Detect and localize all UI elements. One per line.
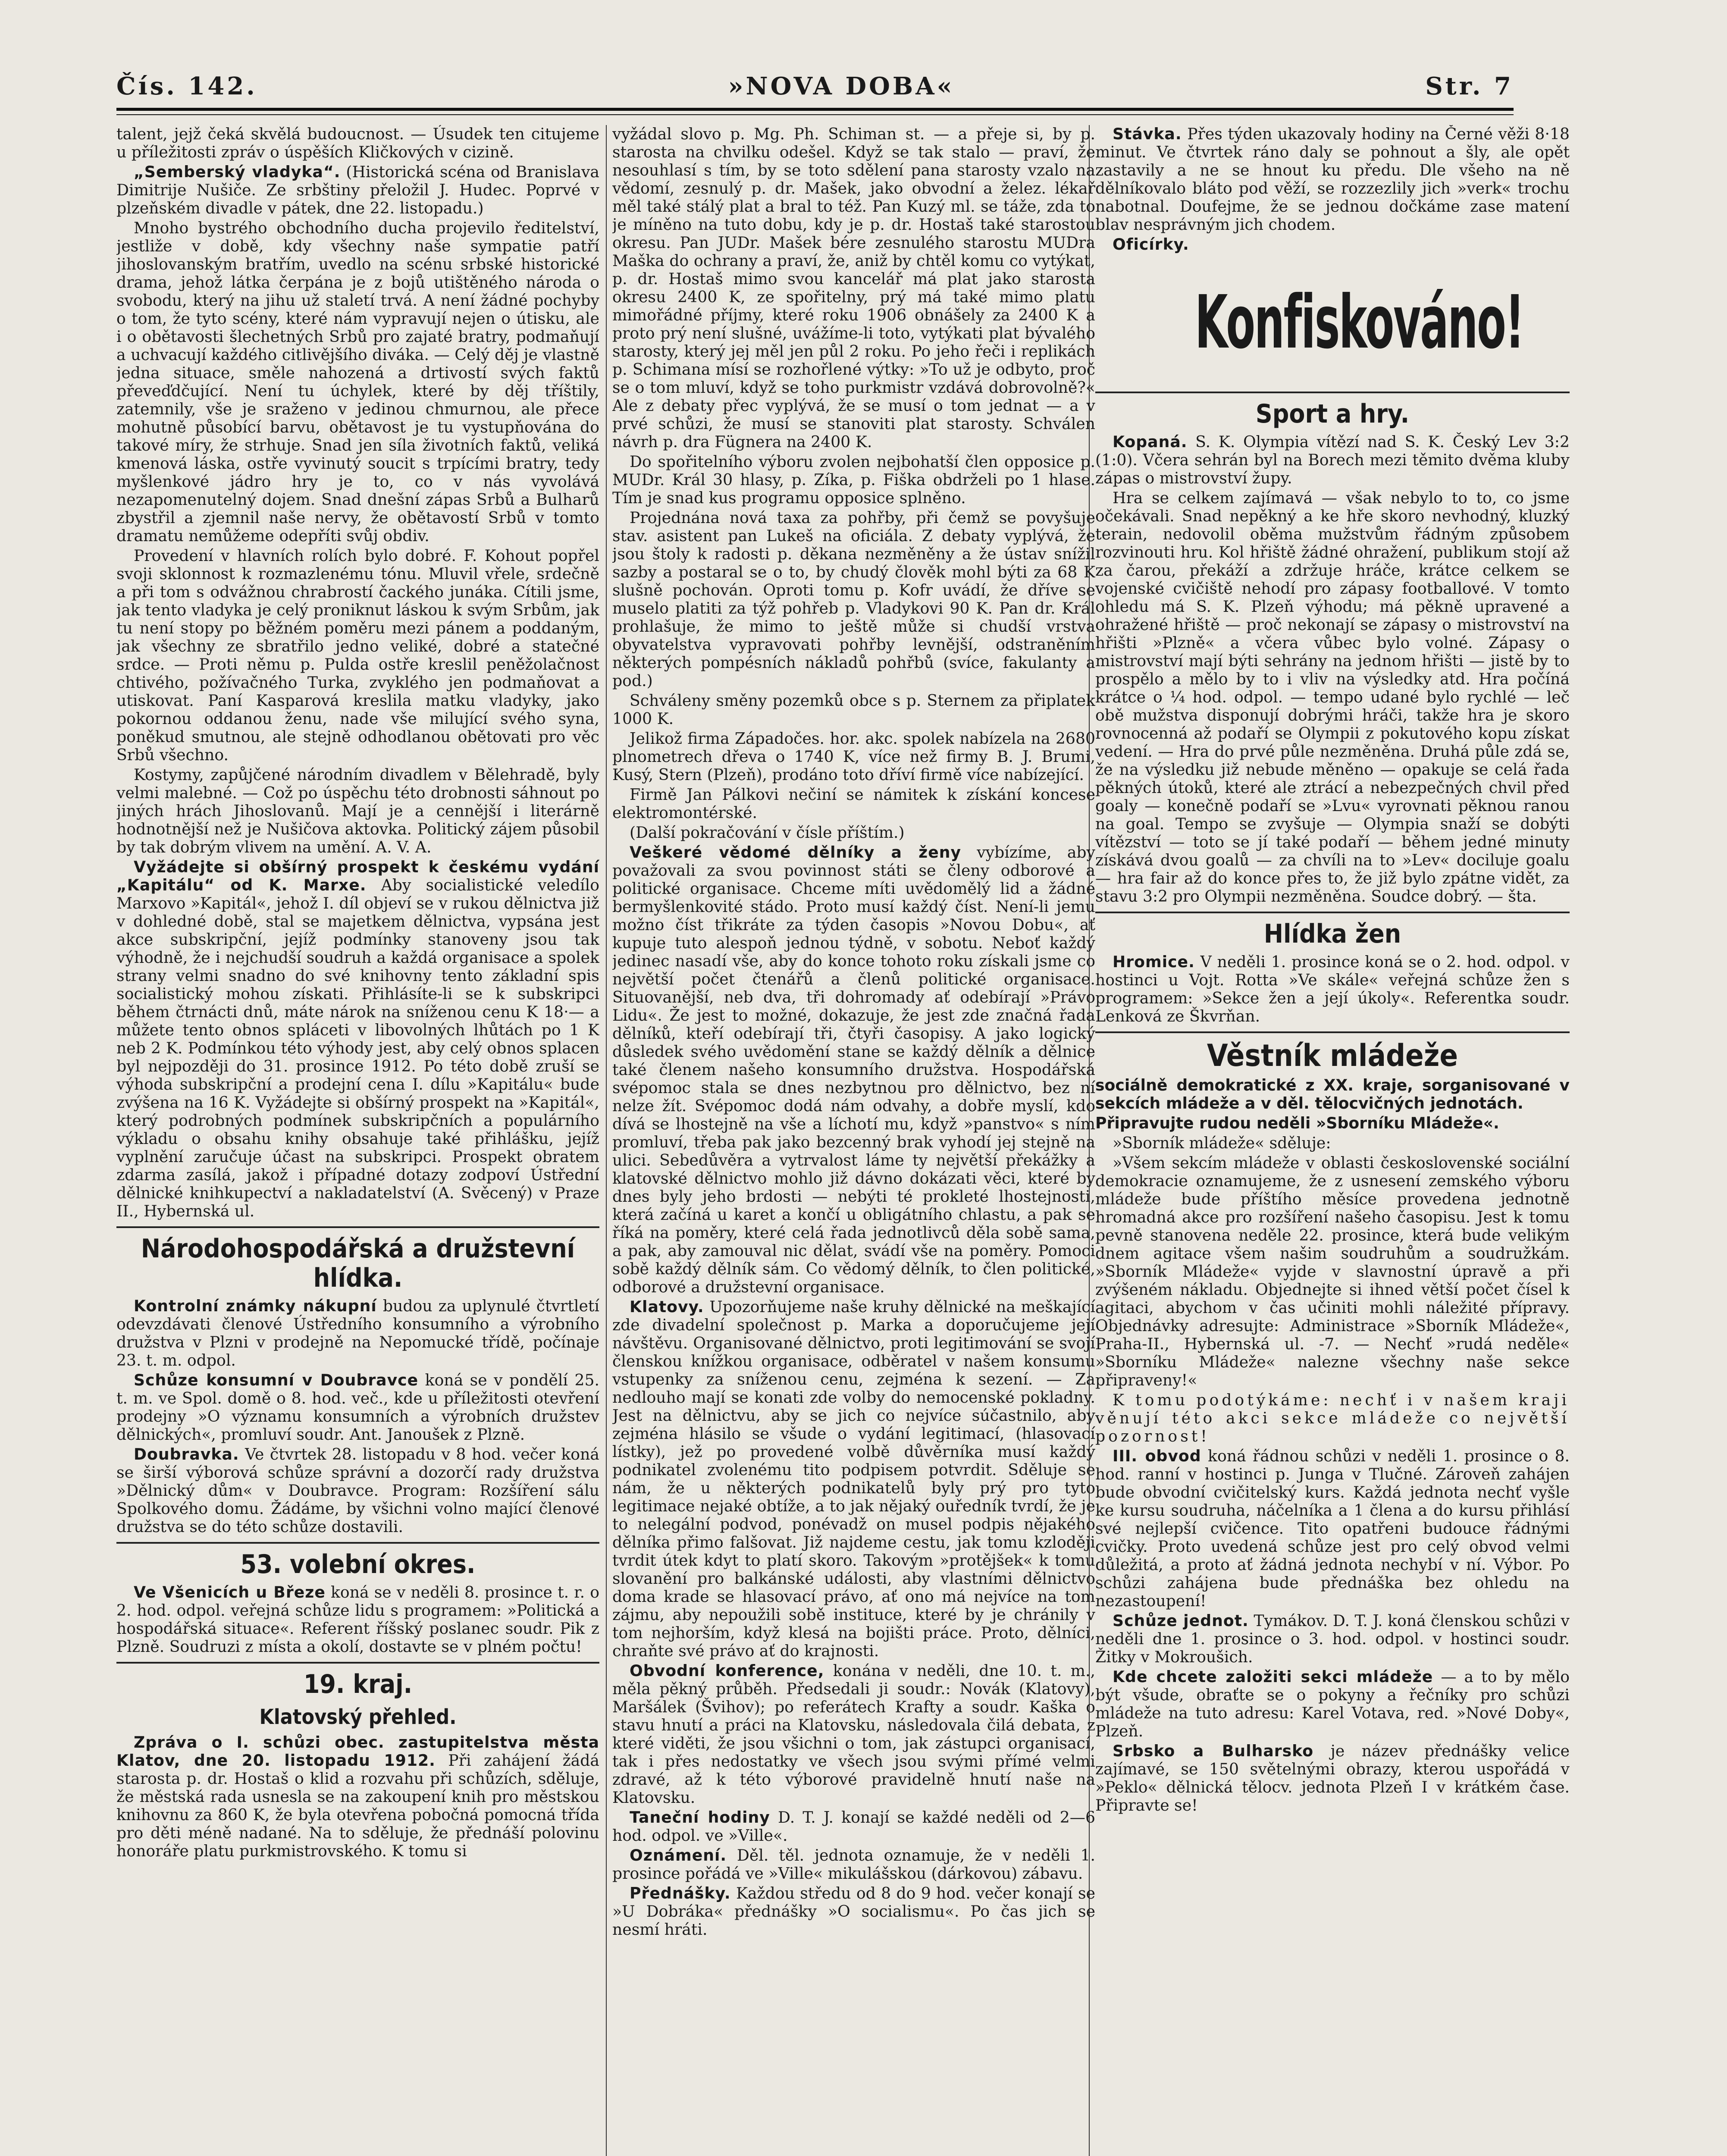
article-text: koná se v neděli 8. prosince t. r. o 2. hod. odpol. veřejná schůze lidu s programem: »Politická a hospodářská situace«. Referent říšský poslanec soudr. Pik z Plzně. Soudruzi z místa a okolí, dostavte se v plném počtu! bbox=[116, 1583, 599, 1656]
column-right bbox=[1095, 125, 1570, 2156]
article-paragraph bbox=[116, 1445, 599, 1536]
masthead-rule bbox=[116, 108, 1514, 115]
article-text: D. T. J. konají se každé neděli od 2—6 hod. odpol. ve »Ville«. bbox=[612, 1808, 1095, 1845]
section-rule bbox=[1095, 392, 1570, 393]
page-number: Str. 7 bbox=[1425, 72, 1514, 100]
article-text: Při zahájení žádá starosta p. dr. Hostaš o klid a rozvahu při schůzích, sděluje, že městská rada usnesla se na zakoupení knih pro městskou knihovnu za 860 K, že byla otevřena pobočná pomocná třída pro děti méně nadané. Na to sděluje, že přednáší polovinu honoráře platu purkmistrovského. K tomu si bbox=[116, 1751, 599, 1860]
article-text: Každou středu od 8 do 9 hod. večer konají se »U Dobráka« přednášky »O socialismu«. Po čas jich se nesmí hráti. bbox=[612, 1884, 1095, 1939]
article-paragraph: Do spořitelního výboru zvolen nejbohatší člen opposice p. MUDr. Král 30 hlasy, p. Zíka, p. Fiška obdrželi po 1 hlase. Tím je snad kus programu opposice splněno. bbox=[612, 452, 1095, 507]
article-lead: Doubravka. bbox=[134, 1445, 239, 1463]
article-paragraph: »Sborník mládeže« sděluje: bbox=[1113, 1134, 1331, 1152]
article-lead: Schůze jednot. bbox=[1113, 1611, 1249, 1630]
article-lead: Přednášky. bbox=[630, 1884, 731, 1902]
confiscated-notice: Konfiskováno! bbox=[1195, 280, 1524, 365]
article-paragraph: Mnoho bystrého obchodního ducha projevilo ředitelství, jestliže v době, kdy všechny naše sympatie patří jihoslovanským bratřím, uvedlo na scénu srbské historické drama, jehož látka čerpána je z bojů utištěného národa o svobodu, který na jihu už staletí trvá. A není žádné pochyby o tom, že tyto scény, které nám vypravují nejen o útisku, ale i o obětavosti šlechetných Srbů pro zajaté bratry, podmaňují a uchvacují každého citlivějšího diváka. — Celý děj je vlastně jedna situace, směle nahozená a drtivostí svých faktů převeďdčující. Není tu úchylek, které by děj tříštily, zatemnily, vše je sraženo v jedinou chmurnou, ale přece mohutně působící barvu, obětavost je tu vystupňována do takové míry, že strhuje. Snad jen síla životních faktů, veliká kmenová láska, ostře vyvinutý soucit s trpícími bratry, tedy myšlenkové jádro hry je to, co v nás vyvolává nezapomenutelný dojem. Snad dnešní zápas Srbů a Bulharů zbystřil a zjemnil naše nervy, že obětavostí Srbů v tomto dramatu nemůžeme odepříti svůj obdiv. bbox=[116, 219, 599, 545]
article-text: Upozorňujeme naše kruhy dělnické na meškající zde divadelní společnost p. Marka a doporučujeme její návštěvu. Organisované dělnictvo, proti legitimování se svojí členskou knížkou organisace, odběratel v našem konsumu vstupenky za sníženou cenu, zejména k sezení. — Za nedlouho mají se konati zde volby do nemocenské pokladny. Jest na dělnictvu, aby se jich co nejvíce súčastnilo, aby zejména hlásilo se všude o vydání legitimací, (hlasovací lístky), jež po provedené volbě důvěrníka musí každý podnikatel zvolenému tito podpisem potvrdit. Sděluje se nám, že u některých podnikatelů byly prý pro tyto legitimace nejaké obtíže, a to jak nějaký ouředník tvrdí, že je to nelegální podvod, ponévadž on musel podpis nějakého dělníka přimo falšovat. Již najdeme cestu, jak tomu kzloději tvrdit útek kdyt to platí skoro. Takovým »protějšek« k tomu slovanění pro balkánské události, aby vlastními dělnictvo doma krade se hlasovací právo, ať ono má nejvíce na tom zájmu, aby nepoužili sobě instituce, které by je chránily v tom nejhorším, když klesá na bojišti práce. Proto, dělníci, chraňte své právo ať do krajnosti. bbox=[612, 1297, 1095, 1660]
newspaper-title: »NOVA DOBA« bbox=[728, 72, 955, 100]
section-callout: Připravujte rudou neděli »Sborníku Mládeže«. bbox=[1095, 1114, 1499, 1132]
article-lead: Stávka. bbox=[1113, 125, 1182, 143]
section-rule bbox=[116, 1226, 599, 1228]
section-heading: Věstník mládeže bbox=[1207, 1038, 1458, 1073]
article-lead: Oznámení. bbox=[630, 1846, 727, 1865]
article-text: Aby socialistické veledílo Marxovo »Kapitál«, jehož I. díl objeví se v rukou dělnictva již v dohledné době, stal se majetkem dělnictva, vypsána jest akce subskripční, jejíž podmínky stanoveny jsou tak výhodně, že i nejchudší soudruh a každá organisace a spolek strany velmi snadno do své knihovny tento základní spis socialistický mohou získati. Přihlásíte-li se k subskripci během čtrnácti dnů, máte nárok na sníženou cenu K 18·— a můžete tento obnos spláceti v libovolných lhůtách po 1 K neb 2 K. Podmínkou této výhody jest, aby celý obnos splacen byl nejpozději do 31. prosince 1912. Po této době zruší se výhoda subskripční a prodejní cena I. dílu »Kapitálu« bude zvýšena na 16 K. Vyžádejte si obšírný prospekt na »Kapitál«, který podrobných podmínek subskripčních a populárního výkladu o obsahu knihy obsahuje také přihlášku, jejíž vyplnění zaručuje účast na subskripci. Prospekt obratem zdarma zasílá, jakož i případné dotazy zodpoví Ústřední dělnické knihkupectví a nakladatelství (A. Svěcený) v Praze II., Hybernská ul. bbox=[116, 876, 599, 1220]
article-paragraph: Schváleny směny pozemků obce s p. Sternem za připlatek 1000 K. bbox=[612, 691, 1095, 728]
article-paragraph: talent, jejž čeká skvělá budoucnost. — Úsudek ten citujeme u příležitosti zpráv o úspěších Kličkových v cizině. bbox=[116, 125, 599, 161]
article-paragraph bbox=[1095, 125, 1570, 234]
article-paragraph bbox=[612, 1298, 1095, 1660]
article-paragraph bbox=[612, 843, 1095, 1296]
article-paragraph bbox=[1095, 433, 1570, 487]
article-paragraph bbox=[1095, 235, 1570, 254]
article-text: vybízíme, aby považovali za svou povinnost státi se členy odborové a politické organisace. Chceme míti uvědomělý lid a žádné bermyšlenkovité stádo. Proto musí každý číst. Není-li jemu možno číst třikráte za týden časopis »Novou Dobu«, ať kupuje tuto alespoň jednou týdně, v sobotu. Neboť každý jedinec nasadí vše, aby do konce tohoto roku získali jsme co největší počet čtenářů a členů politické organisace. Situovanější, neb dva, tři dohromady ať odebírají »Právo Lidu«. Že jest to možné, dokazuje, že jest zde značná řada dělníků, kteří odebírají tři, čtyři časopisy. A jako logický důsledek svého uvědomění stane se každý dělník a dělnice také členem našeho konsumního družstva. Hospodářská svépomoc stala se dnes nezbytnou pro dělnictvo, bez ní nelze žít. Svépomoc dodá nám odvahy, a dobře myslí, kdo dívá se lhostejně na vše a líchotí mu, když »panstvo« s ním promluví, třeba pak jako bezcenný brak vyhodí jej stejně na ulici. Sebedůvěra a vytrvalost láme ty největší překážky a klatovské dělnictvo mohlo již dávno dokázati věci, které by dnes byly jeho brdosti — nebýti té prokleté lhostejnosti, která začíná u karet a končí u obligátního chlastu, a pak se říká na poměry, které celá řada jednotlivců děla sobě sama, a pak, aby zamouval nic dělat, svádí vše na poměry. Pomoci sobě každý dělník sám. Co vědomý dělník, to člen politické, odborové a družstevní organisace. bbox=[612, 843, 1095, 1296]
section-subtitle: sociálně demokratické z XX. kraje, sorganisované v sekcích mládeže a v děl. tělocvičných jednotách. bbox=[1095, 1076, 1570, 1112]
article-text: koná se v pondělí 25. t. m. ve Spol. domě o 8. hod. več., kde u příležitosti otevření prodejny »O významu konsumních a výrobních družstev dělnických«, promluví soudr. Ant. Janoušek z Plzně. bbox=[116, 1371, 599, 1444]
article-lead: Kopaná. bbox=[1113, 432, 1188, 451]
article-paragraph bbox=[612, 1884, 1095, 1939]
article-lead: Kontrolní známky nákupní bbox=[134, 1297, 377, 1315]
article-text: S. K. Olympia vítězí nad S. K. Český Lev 3:2 (1:0). Včera sehrán byl na Borech mezi těmito dvěma kluby zápas o mistrovství župy. bbox=[1095, 432, 1570, 487]
article-paragraph bbox=[116, 858, 599, 1220]
article-text: je název přednášky velice zajímavé, se 150 světelnými obrazy, kterou uspořádá v »Peklo« dělnická tělocv. jednota Plzeň I v krátkém čase. Připravte se! bbox=[1095, 1742, 1570, 1814]
article-lead: Klatovy. bbox=[630, 1297, 704, 1316]
article-paragraph bbox=[612, 1846, 1095, 1883]
section-heading: 19. kraj. bbox=[303, 1669, 413, 1699]
section-rule bbox=[1095, 1031, 1570, 1033]
column-left bbox=[116, 125, 599, 2156]
article-lead: Hromice. bbox=[1113, 953, 1195, 971]
article-lead: Veškeré vědomé dělníky a ženy bbox=[630, 843, 962, 862]
article-paragraph bbox=[116, 1297, 599, 1369]
article-text: Kostymy, zapůjčené národním divadlem v Bělehradě, byly velmi malebné. — Což po úspěchu této drobnosti sáhnout po jiných hrách Jihoslovanů. Mají je a cennější i literárně hodnotnější než je Nušičova aktovka. Politický zájem působil by tak dobrým vlivem na umění. bbox=[116, 765, 599, 856]
article-lead: „Semberský vladyka“. bbox=[134, 163, 341, 181]
section-heading: 53. volební okres. bbox=[240, 1549, 476, 1579]
article-paragraph bbox=[116, 1733, 599, 1860]
section-rule bbox=[1095, 912, 1570, 913]
article-paragraph: Jelikož firma Západočes. hor. akc. spolek nabízela na 2680 plnometrech dřeva o 1740 K, více než firmy B. J. Brumi, Kusý, Stern (Plzeň), prodáno toto dříví firmě více nabízející. bbox=[612, 729, 1095, 784]
article-paragraph bbox=[116, 1371, 599, 1444]
article-text: budou za uplynulé čtvrtletí odevzdávati členové Ústředního konsumního a výrobního družstva v Plzni v prodejně na Nepomucké třídě, počínaje 23. t. m. odpol. bbox=[116, 1297, 599, 1369]
section-rule bbox=[116, 1542, 599, 1544]
article-lead: Vyžádejte si obšírný prospekt k českému vydání „Kapitálu“ od K. Marxe. bbox=[116, 858, 599, 894]
article-paragraph bbox=[1095, 1612, 1570, 1666]
article-lead: Srbsko a Bulharsko bbox=[1113, 1742, 1314, 1760]
article-lead: Taneční hodiny bbox=[630, 1808, 770, 1827]
article-paragraph bbox=[1095, 1742, 1570, 1814]
article-signature: — šta. bbox=[1487, 887, 1537, 906]
article-text: Hra se celkem zajímavá — však nebylo to to, co jsme očekávali. Snad nepěkný a ke hře skoro nevhodný, kluzký terain, nedovolil oběma mužstvům řádným způsobem rozvinouti hru. Kol hřiště žádné ohražení, publikum stojí až za čarou, překáží a zdržuje hráče, krátce celkem se vojenské cvičiště nehodí pro zápasy footballové. V tomto ohledu má S. K. Plzeň výhodu; má pěkně upravené a ohražené hřiště — proč nekonají se zápasy o mistrovství na hřišti »Plzně« a včera vůbec bylo volné. Zápasy o mistrovství mají býti sehrány na jednom hřišti — jistě by to prospělo a mělo by to i vliv na výsledky atd. Hra počíná krátce o ¼ hod. odpol. — tempo udané bylo rychlé — leč obě mužstva disponují dobrými hráči, takže hra je skoro rovnocenná až podaří se Olympii z pokutového kopu získat vedení. — Hra do prvé půle nezměněna. Druhá půle zdá se, že na výsledku již nebude měněno — opakuje se celá řada pěkných útoků, které ale ztrácí a nebezpečných chvil před goaly — konečně podaří se »Lvu« vyrovnati pěknou ranou na goal. Tempo se zvyšuje — Olympia snaží se dobýti vítězství — toto se jí také podaří — během jedné minuty získává dvou goalů — za chvíli na to »Lev« dociluje goalu — hra fair až do konce přes to, že již bylo zpátne vidět, za stavu 3:2 pro Olympii nezměněna. Soudce dobrý. bbox=[1095, 489, 1570, 906]
column-middle bbox=[612, 125, 1095, 2156]
article-paragraph: Provedení v hlavních rolích bylo dobré. F. Kohout popřel svoji sklonnost k rozmazlenému tónu. Mluvil vřele, srdečně a při tom s odvážnou chrabrostí čackého junáka. Cítili jsme, jak tento vladyka je celý proniknut láskou k svým Srbům, jak tu není stopy po běžném poměru mezi pánem a poddaným, jak všechny ze sbratřilo jedno veliké, dobré a statečné srdce. — Proti němu p. Pulda ostře kreslil peněžolačnost chtivého, požívačného Turka, zvyklého jen podmaňovat a utiskovat. Paní Kasparová kreslila matku vladyky, jako pokornou oddanou ženu, nade vše milující svého syna, poněkud smutnou, ale stejně odhodlanou obětovati pro věc Srbů všechno. bbox=[116, 546, 599, 764]
article-paragraph bbox=[116, 766, 599, 856]
article-paragraph bbox=[1095, 1447, 1570, 1610]
article-lead: III. obvod bbox=[1113, 1447, 1201, 1465]
article-paragraph: Firmě Jan Pálkovi nečiní se námitek k získání koncese elektromontérské. bbox=[612, 785, 1095, 822]
article-paragraph: »Všem sekcím mládeže v oblasti československé sociální demokracie oznamujeme, že z usnesení zemského výboru mládeže bude příštího měsíce provedena jednotně hromadná akce pro rozšíření našeho časopisu. Jest k tomu pevně stanovena neděle 22. prosince, která bude velikým dnem agitace všem našim soudruhům a soudružkám. »Sborník Mládeže« vyjde v slavnostní úpravě a při zvýšeném nákladu. Objednejte si ihned větší počet čísel k agitaci, abychom v čas učiniti mohli náležité přípravy. Objednávky adresujte: Administrace »Sborník Mládeže«, Praha-II., Hybernská ul. -7. — Nechť »rudá neděle« »Sborníku Mládeže« nalezne všechny naše sekce připraveny!« bbox=[1095, 1153, 1570, 1389]
column-divider bbox=[606, 125, 607, 2156]
issue-number: Čís. 142. bbox=[116, 72, 257, 100]
article-paragraph: Projednána nová taxa za pohřby, při čemž se povyšuje stav. asistent pan Lukeš na oficiála. Z debaty vyplývá, že jsou štoly k radosti p. děkana nezměněny a že ústav snížil sazby a postaral se o to, by chudý člověk mohl býti za 68 K slušně pochován. Oproti tomu p. Kofr uvádí, že dříve se muselo platiti za týž pohřeb p. Vladykovi 90 K. Pan dr. Král prohlašuje, že mimo to ještě může si chudší vrstva obyvatelstva vypravovati pohřby levnější, odstraněním některých pompésních nákladů pohřbů (svíce, fakulanty a pod.) bbox=[612, 508, 1095, 690]
article-text: Ve čtvrtek 28. listopadu v 8 hod. večer koná se širší výborová schůze správní a dozorčí rady družstva »Dělnický dům« v Doubravce. Program: Rozšíření sálu Spolkového domu. Žádáme, by všichni volno mající členové družstva se do této schůze dostavili. bbox=[116, 1445, 599, 1536]
article-paragraph: vyžádal slovo p. Mg. Ph. Schiman st. — a přeje si, by p. starosta na chvilku odešel. Když se tak stalo — praví, že nesouhlasí s tím, by se toto sdělení pana starosty vzalo na vědomí, zesnulý p. dr. Mašek, jako obvodní a želez. lékař měl také stálý plat a bral to též. Pan Kuzý ml. se táže, zda to je míněno na tuto dobu, kdy je p. dr. Hostaš také starostou okresu. Pan JUDr. Mašek bére zesnulého starostu MUDra Maška do ochrany a praví, že, aniž by chtěl komu co vytýkat, p. dr. Hostaš mimo svou kancelář má plat jako starosta okresu 2400 K, ze spořitelny, prý má také mimo platu mimořádné příjmy, které roku 1906 obnášely za 2400 K a proto prý není slušné, uvážíme-li toto, vytýkati plat bývalého starosty, který jej měl jen půl 2 roku. Po jeho řeči i replikách p. Schimana mísí se rozhořlené výtky: »To už je odbyto, proč se o tom mluví, když se toho purkmistr vzdává dobrovolně?« Ale z debaty přec vyplývá, že se musí o tom jednat — a v prvé schůzi, že musí se stanoviti plat starosty. Schválen návrh p. dra Fügnera na 2400 K. bbox=[612, 125, 1095, 451]
section-subheading: Klatovský přehled. bbox=[259, 1705, 457, 1729]
section-rule bbox=[116, 1662, 599, 1664]
article-text: V neděli 1. prosince koná se o 2. hod. odpol. v hostinci u Vojt. Rotta »Ve skále« veřejná schůze žen s programem: »Sekce žen a její úkoly«. Referentka soudr. Lenková ze Škvrňan. bbox=[1095, 953, 1570, 1025]
article-paragraph bbox=[116, 163, 599, 217]
article-lead: Zpráva o I. schůzi obec. zastupitelstva města Klatov, dne 20. listopadu 1912. bbox=[116, 1733, 599, 1770]
masthead bbox=[116, 69, 1514, 103]
article-paragraph bbox=[116, 1583, 599, 1656]
section-heading: Hlídka žen bbox=[1263, 919, 1401, 949]
article-lead: Ve Všenicích u Březe bbox=[134, 1583, 326, 1601]
article-text: konána v neděli, dne 10. t. m., měla pěkný průběh. Předsedali ji soudr.: Novák (Klatovy), Maršálek (Švihov); po referátech Krafty a soudr. Kaška o stavu hnutí a práci na Klatovsku, následovala čilá debata, z které viděti, že jsou všichni o tom, jak zástupci organisací, tak i přes nedostatky ve všech jsou svými přímé velmi zdravé, až k této výborové pravidelně hnutí naše na Klatovsku. bbox=[612, 1661, 1095, 1807]
article-text: — a to by mělo být všude, obraťte se o pokyny a řečníky pro schůzi mládeže na tuto adresu: Karel Votava, red. »Nové Doby«, Plzeň. bbox=[1095, 1667, 1570, 1740]
section-heading: Sport a hry. bbox=[1255, 399, 1410, 429]
section-heading: Národohospodářská a družstevní hlídka. bbox=[141, 1234, 575, 1293]
article-lead: Obvodní konference, bbox=[630, 1661, 824, 1680]
article-text: Děl. těl. jednota oznamuje, že v neděli 1. prosince pořádá ve »Ville« mikulášskou (dárkovou) zábavu. bbox=[612, 1846, 1095, 1883]
article-lead: Schůze konsumní v Doubravce bbox=[134, 1371, 419, 1389]
article-paragraph bbox=[1095, 1668, 1570, 1740]
article-note: (Další pokračování v čísle příštím.) bbox=[630, 823, 905, 842]
article-signature: A. V. A. bbox=[375, 838, 432, 856]
article-paragraph bbox=[612, 1662, 1095, 1807]
article-paragraph bbox=[612, 1808, 1095, 1845]
article-text: koná řádnou schůzi v neděli 1. prosince o 8. hod. ranní v hostinci p. Junga v Tlučné. Zároveň zahájen bude obvodní cvičitelský kurs. Každá jednota nechť vyšle ke kursu soudruha, náčelníka a 1 člena a do kursu přihlásí své nejlepší cvičence. Tito opatřeni budouce řádnými cvičky. Proto uvedená schůze jest pro celý obvod velmi důležitá, a proto ať žádná jednota nechybí v ní. Výbor. Po schůzi zahájena bude přednáška bez ohledu na nezastoupení! bbox=[1095, 1447, 1570, 1610]
article-lead: Oficírky. bbox=[1113, 235, 1189, 254]
article-paragraph: K tomu podotýkáme: nechť i v našem kraji věnují této akci sekce mládeže co největší pozornost! bbox=[1095, 1391, 1570, 1445]
article-text: (Historická scéna od Branislava Dimitrije Nušiče. Ze srbštiny přeložil J. Hudec. Poprvé v plzeňském divadle v pátek, dne 22. listopadu.) bbox=[116, 163, 599, 217]
article-lead: Kde chcete založiti sekci mládeže bbox=[1113, 1667, 1433, 1686]
article-text: Tymákov. D. T. J. koná členskou schůzi v neděli dne 1. prosince o 3. hod. odpol. v hostinci soudr. Žitky v Mokroušich. bbox=[1095, 1611, 1570, 1666]
article-text: Přes týden ukazovaly hodiny na Černé věži 8·18 minut. Ve čtvrtek ráno daly se pohnout a šly, ale opět zastavily a ne se hnout ku předu. Dle všeho na ně dělníkovalo bláto pod věží, se rozzezlily jich »verk« trochu nabotnal. Doufejme, že se jednou dočkáme zase matení blav nesprávným jich chodem. bbox=[1095, 125, 1570, 234]
article-paragraph bbox=[1095, 489, 1570, 906]
article-paragraph bbox=[1095, 953, 1570, 1025]
